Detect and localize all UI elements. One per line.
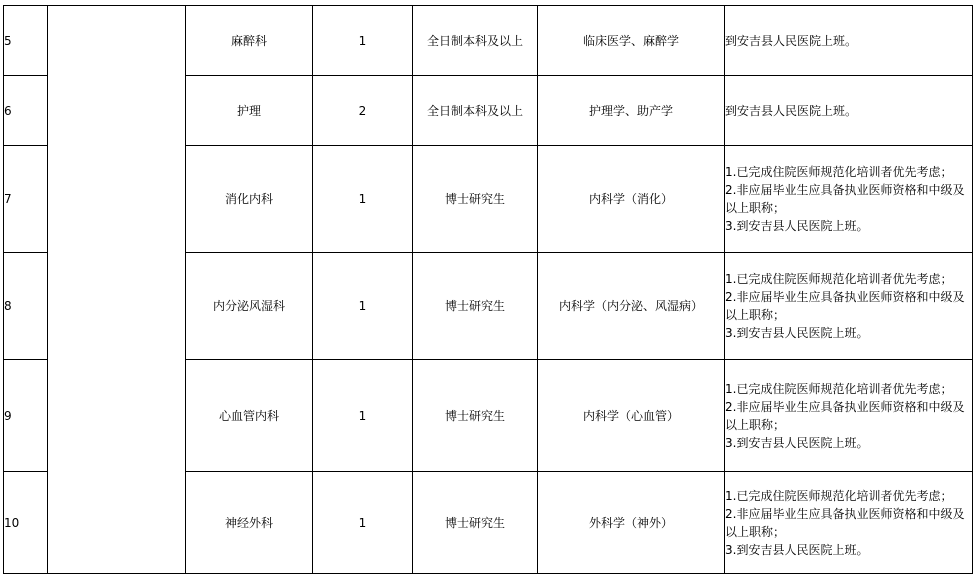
requirements-cell	[725, 6, 973, 76]
education-cell: 博士研究生	[413, 146, 538, 253]
row-number: 7	[4, 146, 48, 253]
major-cell: 护理学、助产学	[538, 76, 725, 146]
requirements-cell	[725, 360, 973, 472]
major-cell: 内科学（心血管）	[538, 360, 725, 472]
requirement-line: 3.到安吉县人民医院上班。	[725, 326, 869, 340]
education-cell: 博士研究生	[413, 360, 538, 472]
requirements-cell	[725, 253, 973, 360]
requirement-line: 1.已完成住院医师规范化培训者优先考虑；	[725, 488, 953, 503]
major-cell: 外科学（神外）	[538, 472, 725, 574]
row-number: 9	[4, 360, 48, 472]
job-table	[3, 5, 973, 574]
requirement-line: 到安吉县人民医院上班。	[725, 103, 858, 118]
requirement-line: 3.到安吉县人民医院上班。	[725, 435, 869, 450]
requirements-cell	[725, 76, 973, 146]
education-cell: 全日制本科及以上	[413, 76, 538, 146]
row-number: 10	[4, 472, 48, 574]
position-cell: 内分泌风湿科	[186, 253, 313, 360]
position-cell: 心血管内科	[186, 360, 313, 472]
table-row	[4, 6, 973, 76]
requirement-line: 1.已完成住院医师规范化培训者优先考虑；	[725, 381, 953, 396]
requirement-line: 1.已完成住院医师规范化培训者优先考虑；	[725, 165, 953, 179]
requirement-line: 2.非应届毕业生应具备执业医师资格和中级及以上职称；	[725, 290, 965, 322]
document-sheet	[3, 5, 973, 574]
count-cell: 1	[313, 360, 413, 472]
requirements-cell	[725, 146, 973, 253]
education-cell: 博士研究生	[413, 472, 538, 574]
merged-unit-cell	[48, 6, 186, 574]
requirement-line: 3.到安吉县人民医院上班。	[725, 542, 869, 557]
requirement-line: 1.已完成住院医师规范化培训者优先考虑；	[725, 272, 953, 286]
row-number: 8	[4, 253, 48, 360]
count-cell: 1	[313, 472, 413, 574]
major-cell: 内科学（消化）	[538, 146, 725, 253]
count-cell: 1	[313, 6, 413, 76]
count-cell: 2	[313, 76, 413, 146]
requirement-line: 到安吉县人民医院上班。	[725, 33, 858, 48]
count-cell: 1	[313, 253, 413, 360]
count-cell: 1	[313, 146, 413, 253]
requirement-line: 2.非应届毕业生应具备执业医师资格和中级及以上职称；	[725, 183, 965, 215]
requirement-line: 2.非应届毕业生应具备执业医师资格和中级及以上职称；	[725, 506, 965, 539]
position-cell: 护理	[186, 76, 313, 146]
requirements-cell	[725, 472, 973, 574]
major-cell: 内科学（内分泌、风湿病）	[538, 253, 725, 360]
position-cell: 神经外科	[186, 472, 313, 574]
education-cell: 全日制本科及以上	[413, 6, 538, 76]
education-cell: 博士研究生	[413, 253, 538, 360]
requirement-line: 2.非应届毕业生应具备执业医师资格和中级及以上职称；	[725, 399, 965, 432]
row-number: 5	[4, 6, 48, 76]
requirement-line: 3.到安吉县人民医院上班。	[725, 219, 869, 233]
row-number: 6	[4, 76, 48, 146]
position-cell: 消化内科	[186, 146, 313, 253]
position-cell: 麻醉科	[186, 6, 313, 76]
major-cell: 临床医学、麻醉学	[538, 6, 725, 76]
